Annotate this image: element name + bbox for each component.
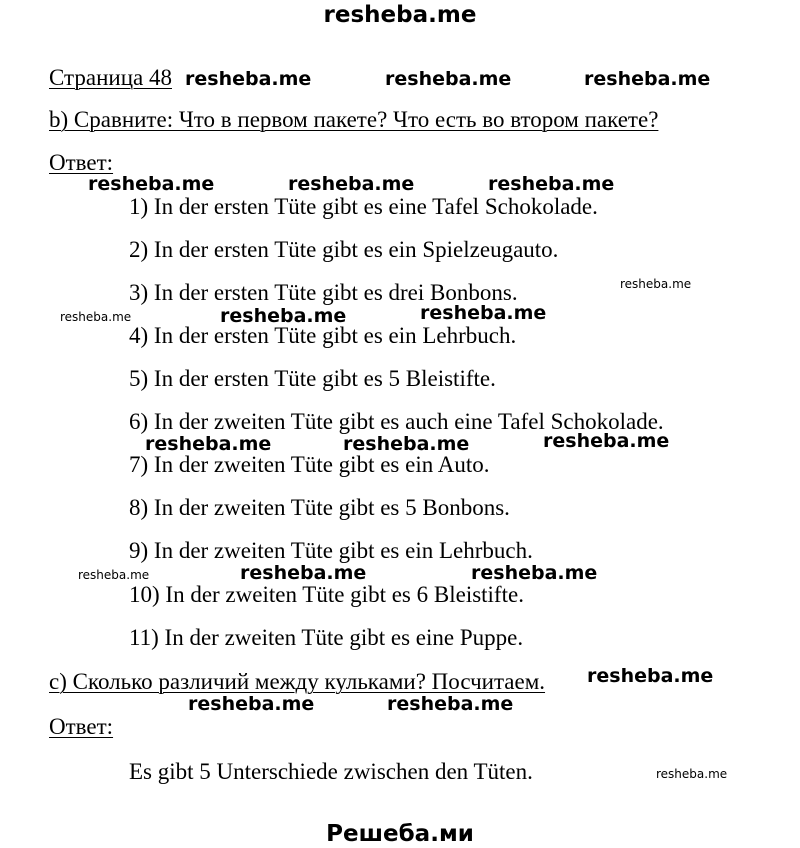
watermark: resheba.me: [145, 433, 272, 455]
watermark-small: resheba.me: [656, 767, 728, 781]
task-b-question: b) Сравните: Что в первом пакете? Что есть во втором пакете?: [49, 107, 659, 132]
watermark: resheba.me: [240, 562, 367, 584]
watermark: resheba.me: [288, 173, 415, 195]
watermark: resheba.me: [387, 693, 514, 715]
watermark: resheba.me: [587, 665, 714, 687]
watermark: resheba.me: [188, 693, 315, 715]
answer-line: 1) In der ersten Tüte gibt es eine Tafel Schokolade.: [129, 194, 598, 219]
answer-line: 4) In der ersten Tüte gibt es ein Lehrbuch.: [129, 323, 517, 348]
site-header-logo: resheba.me: [323, 2, 477, 28]
answer-line: 9) In der zweiten Tüte gibt es ein Lehrbuch.: [129, 538, 533, 563]
watermark-small: resheba.me: [78, 568, 150, 582]
watermark: resheba.me: [471, 562, 598, 584]
watermark: resheba.me: [220, 305, 347, 327]
task-c-answer: Es gibt 5 Unterschiede zwischen den Tüten.: [129, 759, 533, 784]
site-footer-logo: Решеба.ми: [326, 821, 474, 847]
answer-line: 6) In der zweiten Tüte gibt es auch eine Tafel Schokolade.: [129, 409, 664, 434]
answer-line: 3) In der ersten Tüte gibt es drei Bonbons.: [129, 280, 518, 305]
answer-line: 5) In der ersten Tüte gibt es 5 Bleistifte.: [129, 366, 496, 391]
task-c-answer-label: Ответ:: [49, 714, 114, 739]
task-c-question: c) Сколько различий между кульками? Посчитаем.: [49, 669, 546, 694]
watermark: resheba.me: [88, 173, 215, 195]
watermark: resheba.me: [420, 302, 547, 324]
watermark: resheba.me: [185, 68, 312, 90]
task-b-answer-label: Ответ:: [49, 150, 114, 175]
answer-line: 11) In der zweiten Tüte gibt es eine Puppe.: [129, 625, 524, 650]
watermark-small: resheba.me: [60, 310, 132, 324]
answer-line: 2) In der ersten Tüte gibt es ein Spielzeugauto.: [129, 237, 559, 262]
watermark-small: resheba.me: [620, 277, 692, 291]
watermark: resheba.me: [543, 430, 670, 452]
watermark: resheba.me: [584, 68, 711, 90]
watermark: resheba.me: [488, 173, 615, 195]
answer-line: 8) In der zweiten Tüte gibt es 5 Bonbons.: [129, 495, 510, 520]
answer-line: 10) In der zweiten Tüte gibt es 6 Bleistifte.: [129, 582, 524, 607]
page-label: Страница 48: [49, 65, 172, 90]
watermark: resheba.me: [343, 433, 470, 455]
answer-line: 7) In der zweiten Tüte gibt es ein Auto.: [129, 452, 490, 477]
watermark: resheba.me: [385, 68, 512, 90]
